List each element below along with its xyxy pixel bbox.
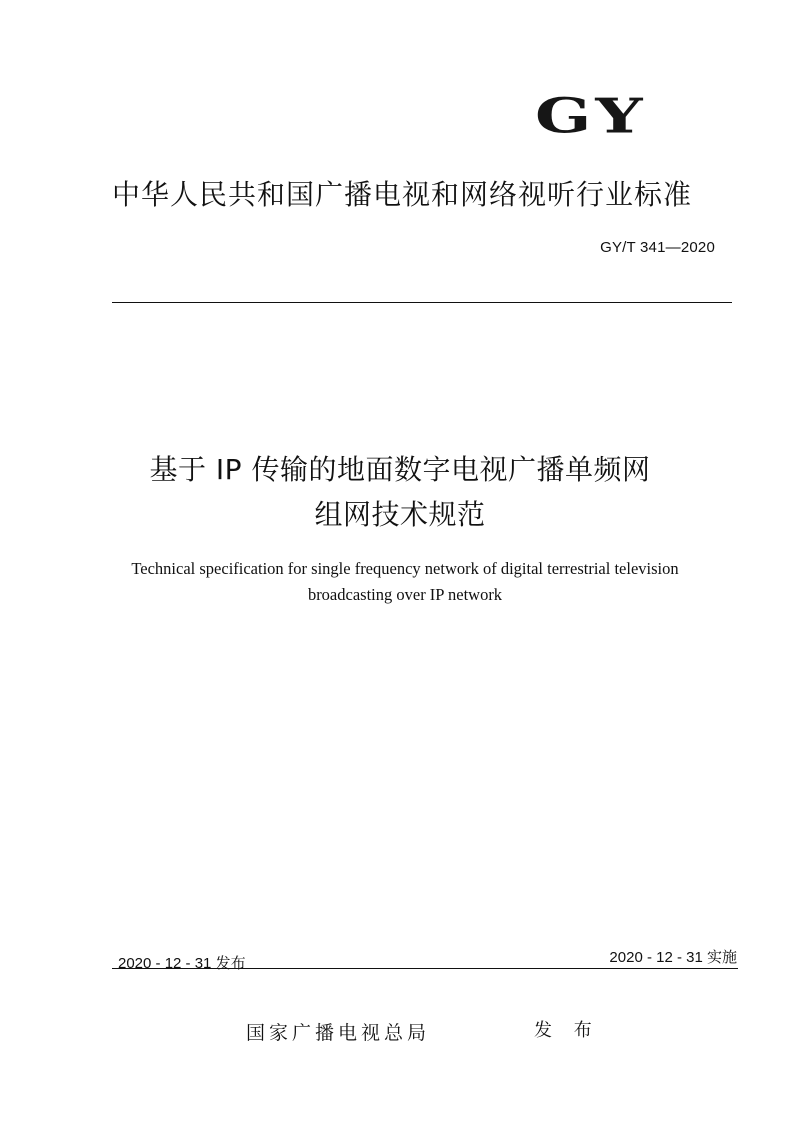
- english-title-line-1: Technical specification for single frequency network of digital terrestrial television: [131, 559, 679, 578]
- english-title-line-2: broadcasting over IP network: [307, 584, 503, 604]
- issue-label: 发 布: [534, 1020, 600, 1041]
- gy-logo: GY: [535, 87, 647, 144]
- chinese-title-line-2: 组网技术规范: [314, 497, 486, 531]
- english-document-title: [60, 556, 750, 607]
- standard-number: GY/T 341—2020: [600, 239, 715, 256]
- chinese-document-title: [60, 448, 740, 538]
- issue-date: 2020 - 12 - 31 发布: [118, 955, 246, 972]
- top-divider: [112, 302, 732, 303]
- issuing-authority: 国家广播电视总局: [246, 1022, 431, 1044]
- industry-standard-title: 中华人民共和国广播电视和网络视听行业标准: [112, 178, 693, 211]
- implementation-date: 2020 - 12 - 31 实施: [609, 949, 737, 966]
- bottom-divider: [112, 968, 738, 969]
- chinese-title-line-1: 基于 IP 传输的地面数字电视广播单频网: [149, 453, 651, 486]
